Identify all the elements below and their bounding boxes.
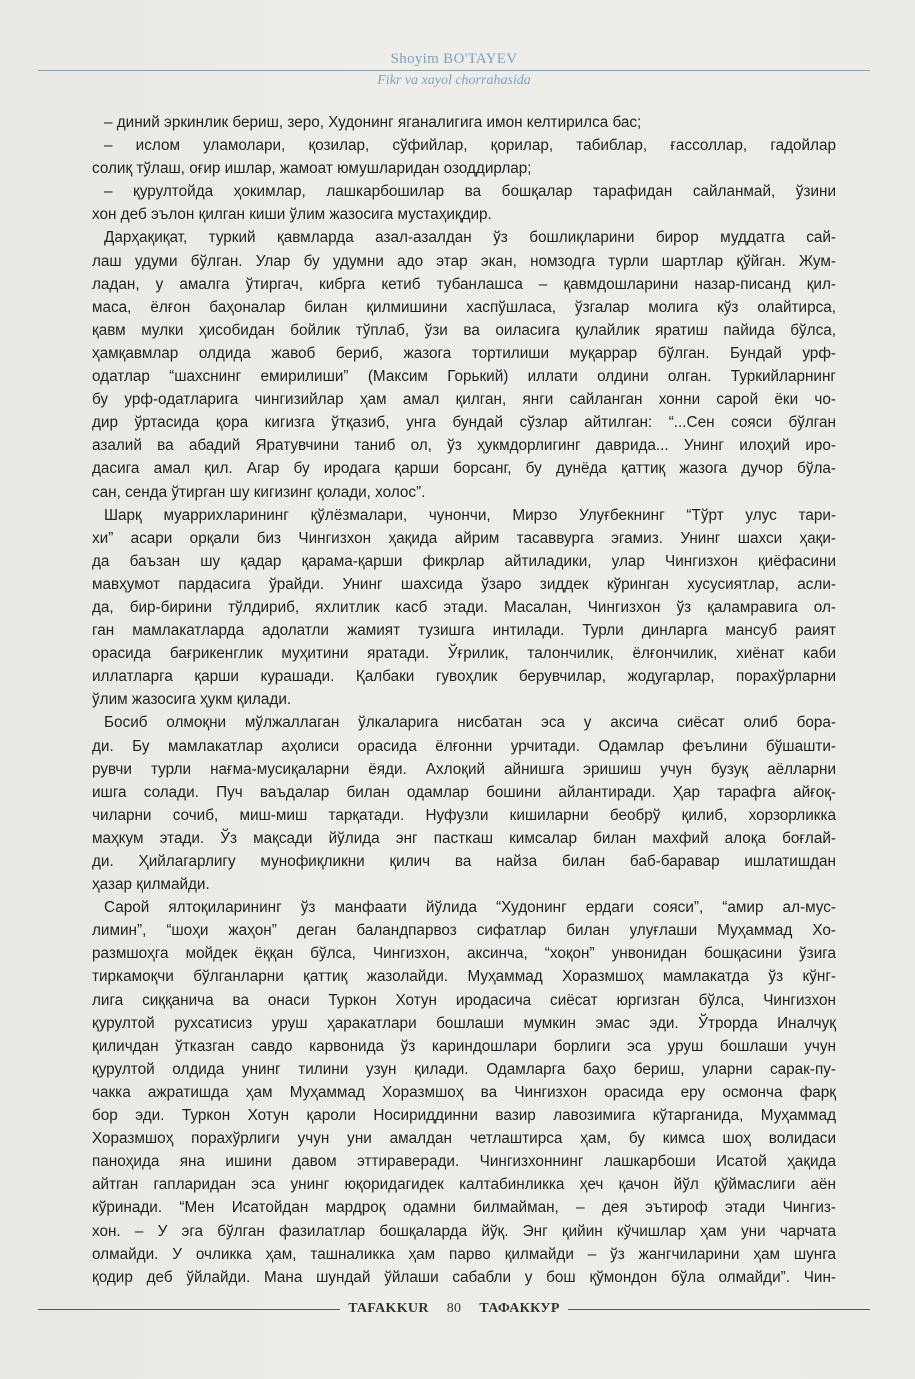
text-line: хи” асари орқали биз Чингизхон ҳақида айрим тасаввурга эгамиз. Унинг шахси ҳақи- xyxy=(92,529,836,547)
footer-journal-cyrillic: ТАФАККУР xyxy=(479,1301,560,1316)
text-line: бор эди. Туркон Хотун қароли Носириддинни вазир лавозимига кўтарганида, Муҳаммад xyxy=(92,1107,836,1125)
text-line: тиркамоқчи бўлганларни қаттиқ жазолайди. Муҳаммад Хоразмшоҳ мамлакатда ўз кўнг- xyxy=(92,968,836,986)
text-line: да, бир-бирини тўлдириб, яхлитлик касб этади. Масалан, Чингизхон ўз қаламравига ол- xyxy=(92,598,836,616)
text-line: айтган гапларидан эса унинг юқоридагидек калтабинликка ҳеч қачон йўл қўймаслиги аён xyxy=(92,1176,836,1194)
text-line: ҳазар қилмайди. xyxy=(92,876,210,894)
footer-text xyxy=(340,1301,567,1317)
text-line: солиқ тўлаш, оғир ишлар, жамоат юмушларидан озоддирлар; xyxy=(92,160,532,178)
text-line: – қурултойда ҳокимлар, лашкарбошилар ва бошқалар тарафидан сайланмай, ўзини xyxy=(104,183,836,201)
text-line: маҳкум этади. Ўз мақсади йўлида энг пасткаш кимсалар билан махфий алоқа боғлай- xyxy=(92,829,836,847)
text-line: бу урф-одатларига чингизийлар ҳам амал қилган, янги сайланган хонни сарой ёки чо- xyxy=(92,391,836,409)
text-line: дир ўртасида қора кигизга ўтқазиб, унга бундай сўзлар айтилган: “...Сен сояси бўлган xyxy=(92,414,836,432)
text-line: ўлим жазосига ҳукм қилади. xyxy=(92,691,292,709)
text-line: ладан, у амалга ўтиргач, кибрга кетиб тубанлашса – қавмдошларини назар-писанд қил- xyxy=(92,275,836,293)
header-rule xyxy=(38,70,870,71)
text-line: ишга солади. Пуч ваъдалар билан одамлар бошини айлантиради. Ҳар тарафга айғоқ- xyxy=(92,783,836,801)
text-line: хон деб эълон қилган киши ўлим жазосига мустаҳиқдир. xyxy=(92,206,492,224)
text-line: Босиб олмоқни мўлжаллаган ўлкаларига нисбатан эса у аксича сиёсат олиб бора- xyxy=(104,714,836,732)
text-line: иллатларга қарши курашади. Қалбаки гувоҳлик берувчилар, жодугарлар, порахўрларни xyxy=(92,668,836,686)
footer-rule-left xyxy=(38,1309,340,1310)
text-line: орасида бағрикенглик муҳитини яратади. Ўғрилик, талончилик, ёлғончилик, хиёнат каби xyxy=(92,645,836,663)
text-line: одатлар “шахснинг емирилиши” (Максим Горький) иллати олдини олган. Туркийларнинг xyxy=(92,368,836,386)
header-subtitle: Fikr va xayol chorrahasida xyxy=(377,73,531,88)
text-line: қодир деб ўйлайди. Мана шундай ўйлаши сабабли у бош қўмондон бўла олмайди”. Чин- xyxy=(92,1268,836,1286)
header-author: Shoyim BO'TAYEV xyxy=(390,51,518,67)
text-line: рувчи турли нағма-мусиқаларни ёяди. Ахлоқий айнишга эришиш учун бузуқ аёлларни xyxy=(92,760,836,778)
text-line: Шарқ муаррихларининг қўлёзмалари, чунончи, Мирзо Улуғбекнинг “Тўрт улус тари- xyxy=(104,506,836,524)
text-line: размшоҳга мойдек ёққан бўлса, Чингизхон, аксинча, “хоқон” унвонидан бошқасини ўзига xyxy=(92,945,836,963)
text-line: кўринади. “Мен Исатойдан мардроқ одамни билмайман, – дея эътироф этади Чингиз- xyxy=(92,1199,836,1217)
text-line: – диний эркинлик бериш, зеро, Худонинг яганалигига имон келтирилса бас; xyxy=(104,114,642,131)
text-line: Дарҳақиқат, туркий қавмларда азал-азалдан ўз бошлиқларини бирор муддатга сай- xyxy=(104,229,836,247)
text-line: қавм мулки ҳисобидан бойлик тўплаб, ўзи ва оиласига қулайлик яратиш пайида бўлса, xyxy=(92,321,836,339)
text-line: қурултой олдида унинг тилини узун қилади. Одамларга баҳо бериш, уларни сарак-пу- xyxy=(92,1060,836,1078)
text-line: чиларни сочиб, миш-миш тарқатади. Нуфузли кишиларни беобрў қилиб, хорзорликка xyxy=(92,806,836,824)
text-line: дасига амал қил. Агар бу иродага қарши борсанг, бу дунёда қаттиқ жазога дучор бўла- xyxy=(92,460,836,478)
text-line: – ислом уламолари, қозилар, сўфийлар, қорилар, табиблар, ғассоллар, гадойлар xyxy=(104,137,836,155)
running-header xyxy=(38,50,870,90)
page-number: 80 xyxy=(446,1301,462,1316)
text-line: қурултой рухсатисиз уруш ҳаракатлари бошлаши мумкин эмас эди. Ўтрорда Иналчуқ xyxy=(92,1014,836,1032)
text-line: лаш удуми бўлган. Улар бу удумни адо этар экан, номзодга турли шартлар қўйган. Жум- xyxy=(92,252,836,270)
footer-rule-right xyxy=(568,1309,870,1310)
text-line: ди. Бу мамлакатлар аҳолиси орасида ёлғонни урчитади. Одамлар феълини бўшашти- xyxy=(92,737,836,755)
text-line: лига сиққанича ва онаси Туркон Хотун иродасича сиёсат юргизган бўлса, Чингизхон xyxy=(92,991,836,1009)
text-line: сан, сенда ўтирган шу кигизинг қолади, холос”. xyxy=(92,483,426,501)
text-line: олмайди. У очликка ҳам, ташналикка ҳам парво қилмайди – ўз жангчиларини ҳам шунга xyxy=(92,1245,836,1263)
text-line: да баъзан шу қадар қарама-қарши фикрлар айтиладики, улар Чингизхон қиёфасини xyxy=(92,552,836,570)
text-line: мавҳумот пардасига ўрайди. Унинг шахсида ўзаро зиддек кўринган хусусиятлар, асли- xyxy=(92,575,836,593)
running-footer xyxy=(38,1299,870,1319)
text-line: азалий ва абадий Яратувчини таниб ол, ўз ҳукмдорлигинг даврида... Унинг илоҳий иро- xyxy=(92,437,836,455)
text-line: ди. Ҳийлагарлигу мунофиқликни қилич ва найза билан баб-баравар ишлатишдан xyxy=(92,853,836,870)
text-line: хон. – У эга бўлган фазилатлар бошқаларда йўқ. Энг қийин кўчишлар ҳам уни чарчата xyxy=(92,1222,836,1240)
body-text xyxy=(92,111,836,1289)
text-line: ҳамқавмлар олдида жавоб бериб, жазога тортилиши муқаррар бўлган. Бундай урф- xyxy=(92,344,836,362)
text-line: қиличдан ўтказган савдо карвонида ўз кариндошлари борлиги эса уруш бошлаши учун xyxy=(92,1037,836,1055)
text-line: Хоразмшоҳ порахўрлиги учун уни амалдан четлаштирса ҳам, бу кимса шоҳ волидаси xyxy=(92,1130,836,1148)
text-line: маса, ёлғон баҳоналар билан қилмишини хаспўшласа, ўзгалар молига кўз олайтирса, xyxy=(92,298,836,316)
text-line: паноҳида яна ишини давом эттираверади. Чингизхоннинг лашкарбоши Исатой ҳақида xyxy=(92,1153,836,1171)
footer-journal-latin: TAFAKKUR xyxy=(348,1301,429,1316)
text-line: чакка ажратишда ҳам Муҳаммад Хоразмшоҳ ва Чингизхон орасида еру осмонча фарқ xyxy=(92,1083,836,1101)
text-line: Сарой ялтоқиларининг ўз манфаати йўлида “Худонинг ердаги сояси”, “амир ал-мус- xyxy=(104,899,836,917)
text-line: ган мамлакатларда адолатли жамият тузишга интилади. Турли динларга мансуб раият xyxy=(92,622,836,640)
text-line: лимин”, “шоҳи жаҳон” деган баландпарвоз сифатлар билан улуғлаши Муҳаммад Хо- xyxy=(92,922,836,940)
